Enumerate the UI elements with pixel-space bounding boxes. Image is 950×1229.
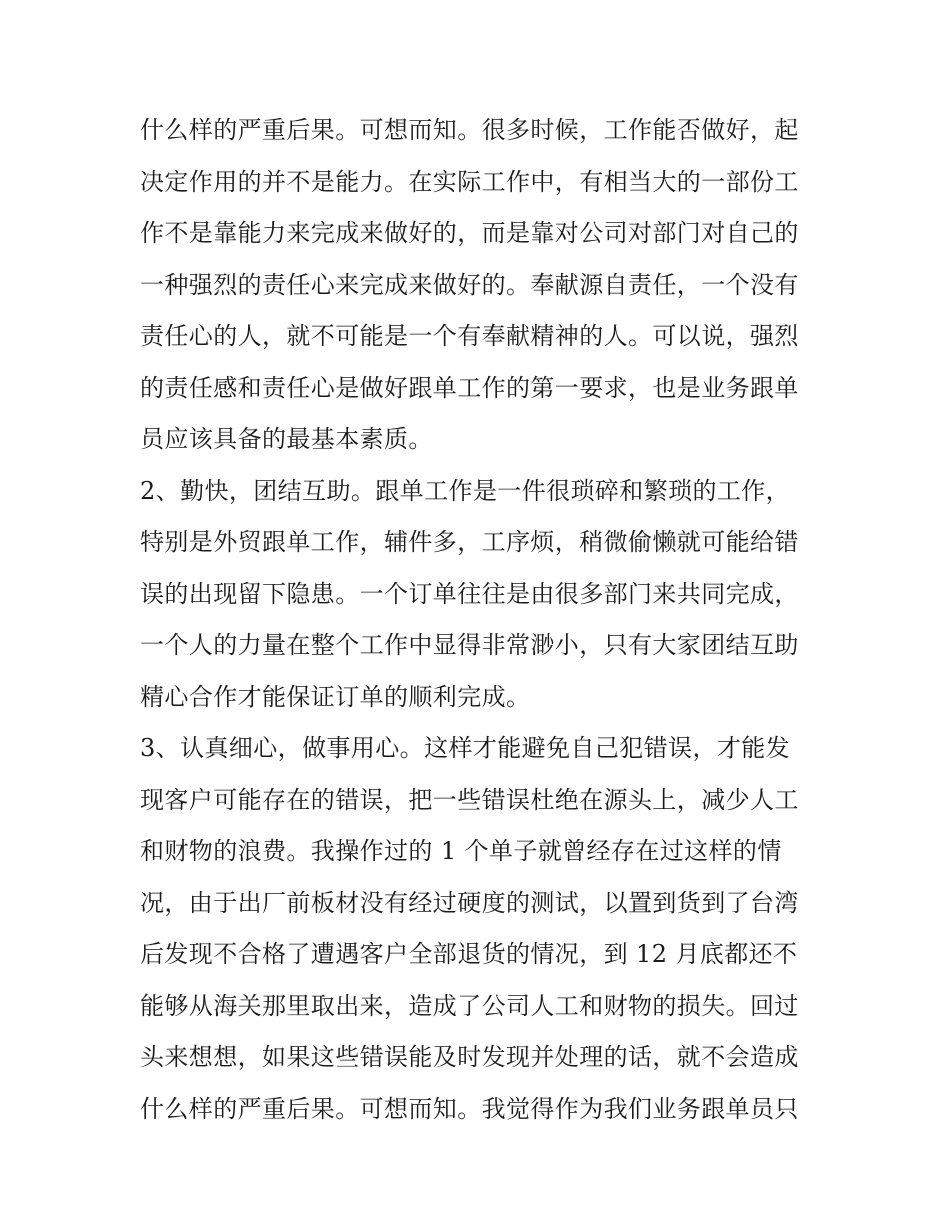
text-line: 和财物的浪费。我操作过的 1 个单子就曾经存在过这样的情 — [140, 837, 782, 865]
text-line: 3、认真细心，做事用心。这样才能避免自己犯错误，才能发 — [140, 734, 791, 762]
text-line: 后发现不合格了遭遇客户全部退货的情况，到 12 月底都还不 — [140, 940, 798, 968]
text-line: 什么样的严重后果。可想而知。我觉得作为我们业务跟单员只 — [140, 1094, 799, 1123]
text-line: 误的出现留下隐患。一个订单往往是由很多部门来共同完成， — [140, 579, 799, 608]
body-text — [140, 105, 820, 1135]
text-line: 责任心的人，就不可能是一个有奉献精神的人。可以说，强烈 — [140, 322, 799, 350]
text-line: 什么样的严重后果。可想而知。很多时候，工作能否做好，起 — [140, 116, 799, 144]
text-line: 特别是外贸跟单工作，辅件多，工序烦，稍微偷懒就可能给错 — [140, 528, 799, 556]
text-line: 一种强烈的责任心来完成来做好的。奉献源自责任，一个没有 — [140, 270, 799, 299]
text-line: 况，由于出厂前板材没有经过硬度的测试，以置到货到了台湾 — [140, 888, 799, 917]
text-line: 决定作用的并不是能力。在实际工作中，有相当大的一部份工 — [140, 167, 799, 196]
text-line: 作不是靠能力来完成来做好的，而是靠对公司对部门对自己的 — [140, 219, 799, 247]
text-line: 的责任感和责任心是做好跟单工作的第一要求，也是业务跟单 — [140, 373, 799, 402]
text-line: 员应该具备的最基本素质。 — [140, 425, 433, 453]
text-line: 现客户可能存在的错误，把一些错误杜绝在源头上，减少人工 — [140, 785, 799, 814]
text-line: 一个人的力量在整个工作中显得非常渺小，只有大家团结互助 — [140, 631, 799, 659]
text-line: 精心合作才能保证订单的顺利完成。 — [140, 682, 531, 711]
text-line: 2、勤快，团结互助。跟单工作是一件很琐碎和繁琐的工作， — [140, 476, 791, 505]
text-line: 能够从海关那里取出来，造成了公司人工和财物的损失。回过 — [140, 991, 799, 1020]
text-line: 头来想想，如果这些错误能及时发现并处理的话，就不会造成 — [140, 1043, 799, 1071]
